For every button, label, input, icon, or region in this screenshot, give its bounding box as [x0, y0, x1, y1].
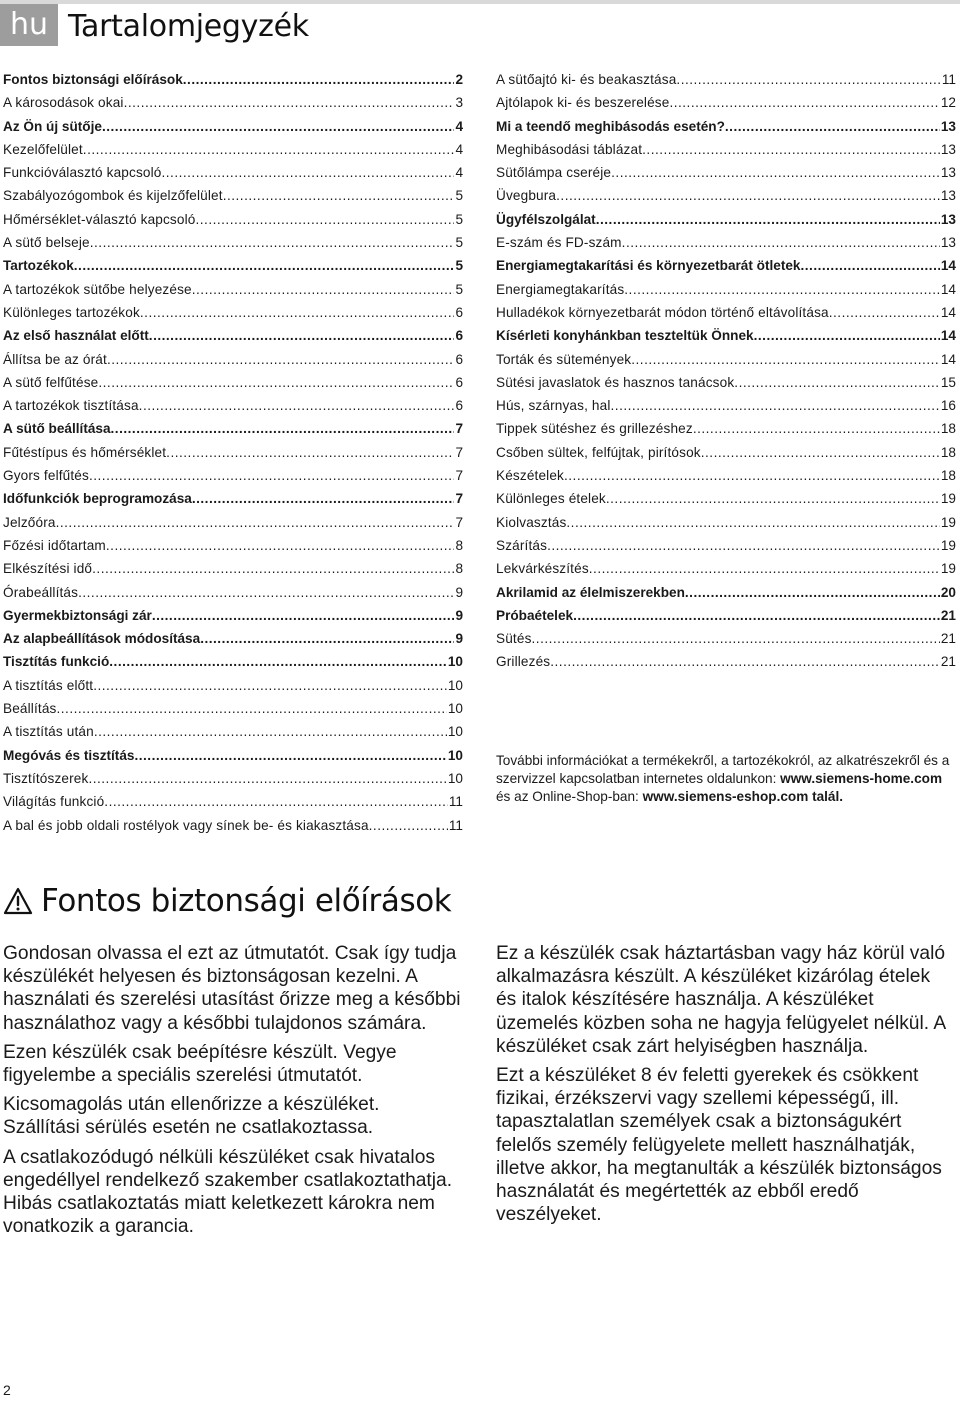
toc-dot-leader	[89, 464, 454, 487]
toc-entry-title: Időfunkciók beprogramozása	[3, 491, 192, 507]
toc-entry-title: Ügyfélszolgálat	[496, 211, 596, 227]
toc-dot-leader	[183, 68, 455, 91]
toc-dot-leader	[532, 627, 940, 650]
toc-entry-title: Ajtólapok ki- és beszerelése	[496, 95, 670, 111]
toc-entry-page: 19	[940, 514, 956, 530]
toc-entry[interactable]	[3, 557, 463, 580]
toc-dot-leader	[111, 417, 455, 440]
toc-entry-title: Szárítás	[496, 537, 548, 553]
toc-entry[interactable]	[496, 91, 956, 114]
toc-entry-page: 13	[940, 141, 956, 157]
toc-entry[interactable]	[3, 441, 463, 464]
toc-dot-leader	[701, 441, 940, 464]
toc-dot-leader	[152, 604, 455, 627]
toc-entry[interactable]	[3, 348, 463, 371]
toc-dot-leader	[369, 814, 448, 837]
toc-entry-title: Lekvárkészítés	[496, 561, 589, 577]
toc-entry-title: Megóvás és tisztítás	[3, 747, 135, 763]
toc-entry-title: Tisztítószerek	[3, 770, 89, 786]
toc-dot-leader	[134, 744, 446, 767]
page-number: 2	[3, 1382, 11, 1398]
toc-entry-page: 21	[940, 607, 956, 623]
toc-entry-title: Különleges ételek	[496, 491, 606, 507]
toc-entry-title: Tippek sütéshez és grillezéshez	[496, 421, 693, 437]
info-text-3: talál.	[808, 789, 844, 804]
toc-entry[interactable]	[496, 138, 956, 161]
safety-paragraph: Kicsomagolás után ellenőrizze a készüléket. Szállítási sérülés esetén ne csatlakoztassa.	[3, 1094, 380, 1139]
toc-entry-page: 14	[940, 351, 956, 367]
toc-entry-title: Próbaételek	[496, 607, 574, 623]
toc-entry-page: 9	[455, 607, 463, 623]
toc-entry-title: Elkészítési idő	[3, 561, 93, 577]
toc-entry-title: Kiolvasztás	[496, 514, 567, 530]
toc-entry-page: 7	[455, 491, 463, 507]
toc-entry[interactable]	[3, 91, 463, 114]
toc-entry[interactable]	[496, 208, 956, 231]
toc-entry-page: 5	[455, 211, 463, 227]
toc-entry[interactable]	[3, 534, 463, 557]
safety-column-left	[3, 942, 461, 1244]
toc-dot-leader	[566, 511, 939, 534]
toc-entry-title: Beállítás	[3, 701, 57, 717]
toc-entry-page: 7	[455, 468, 463, 484]
toc-entry-page: 12	[940, 95, 956, 111]
toc-entry-page: 10	[447, 747, 463, 763]
toc-entry[interactable]	[3, 790, 463, 813]
toc-entry-title: Jelzőóra	[3, 514, 56, 530]
toc-entry-title: Fontos biztonsági előírások	[3, 72, 183, 87]
toc-dot-leader	[92, 557, 454, 580]
toc-entry-title: Főzési időtartam	[3, 537, 106, 553]
toc-dot-leader	[725, 115, 940, 138]
toc-entry[interactable]	[3, 208, 463, 231]
toc-entry-page: 18	[940, 421, 956, 437]
toc-entry-page: 7	[455, 514, 463, 530]
toc-entry-title: A sütő belseje	[3, 235, 90, 251]
info-link-home[interactable]: www.siemens-home.com	[780, 771, 943, 786]
info-text-1: További információkat a termékekről, a tartozékokról, az alkatrészekről és a szervizzel kapcsolatban internetes oldalunkon:	[496, 753, 950, 786]
toc-entry-page: 11	[448, 817, 463, 833]
toc-entry-page: 21	[940, 654, 956, 670]
toc-dot-leader	[223, 184, 455, 207]
toc-entry-page: 11	[448, 794, 463, 810]
toc-dot-leader	[166, 441, 454, 464]
toc-entry-page: 13	[940, 165, 956, 181]
toc-entry[interactable]	[3, 650, 463, 673]
toc-entry[interactable]	[496, 371, 956, 394]
toc-entry-page: 6	[455, 351, 463, 367]
toc-dot-leader	[162, 161, 455, 184]
toc-dot-leader	[200, 627, 454, 650]
toc-entry[interactable]	[496, 68, 956, 91]
toc-entry-title: Grillezés	[496, 654, 551, 670]
safety-paragraph: Ez a készülék csak háztartásban vagy ház körül való alkalmazásra készült. A készüléket kizárólag ételek és italok készítésére használja. A készüléket üzemelés közben soha ne hagyja felügyelet nélkül. A készüléket csak zárt helyiségben használja.	[496, 943, 946, 1057]
toc-dot-leader	[596, 208, 940, 231]
toc-entry[interactable]	[496, 278, 956, 301]
toc-entry-title: Különleges tartozékok	[3, 304, 140, 320]
toc-entry[interactable]	[496, 627, 956, 650]
toc-entry[interactable]	[496, 161, 956, 184]
toc-entry[interactable]	[3, 184, 463, 207]
toc-entry-page: 14	[940, 258, 956, 274]
toc-entry-page: 3	[455, 95, 463, 111]
toc-entry-page: 16	[940, 398, 956, 414]
toc-entry-title: A tisztítás előtt	[3, 677, 94, 693]
toc-dot-leader	[102, 115, 455, 138]
toc-dot-leader	[622, 231, 940, 254]
toc-dot-leader	[547, 534, 940, 557]
toc-entry-title: A károsodások okai	[3, 95, 124, 111]
toc-entry-page: 8	[455, 537, 463, 553]
toc-entry-title: Sütőlámpa cseréje	[496, 165, 612, 181]
toc-entry-page: 4	[455, 165, 463, 181]
toc-entry-title: Gyors felfűtés	[3, 468, 89, 484]
top-rule	[0, 0, 960, 4]
toc-entry[interactable]	[3, 161, 463, 184]
toc-entry-title: Az alapbeállítások módosítása	[3, 631, 201, 647]
toc-entry-title: E-szám és FD-szám	[496, 235, 622, 251]
toc-entry-page: 9	[455, 631, 463, 647]
toc-entry[interactable]	[3, 604, 463, 627]
toc-entry[interactable]	[3, 115, 463, 138]
toc-entry-page: 13	[940, 211, 956, 227]
toc-entry[interactable]	[3, 231, 463, 254]
toc-entry-title: Mi a teendő meghibásodás esetén?	[496, 118, 725, 134]
safety-paragraph: Ezt a készüléket 8 év feletti gyerekek és csökkent fizikai, érzékszervi vagy szellemi képességű, ill. tapasztalatlan személyek csak a biztonságukért felelős személy felügyelete mellett használhatják, illetve akkor, ha megtanulták a készülék biztonságos használatát és megértették az ebből eredő veszélyeket.	[496, 1065, 942, 1226]
toc-entry-title: Tisztítás funkció	[3, 654, 110, 670]
toc-entry-page: 14	[940, 328, 956, 344]
toc-entry-title: Sütés	[496, 631, 532, 647]
toc-dot-leader	[107, 348, 454, 371]
toc-entry-page: 10	[447, 677, 463, 693]
toc-dot-leader	[564, 464, 940, 487]
toc-entry-title: Sütési javaslatok és hasznos tanácsok	[496, 374, 735, 390]
toc-dot-leader	[676, 68, 940, 91]
toc-entry-title: Hús, szárnyas, hal	[496, 398, 611, 414]
toc-entry-page: 6	[455, 328, 463, 344]
toc-entry-title: Csőben sültek, felfújtak, pirítósok	[496, 444, 701, 460]
toc-entry-page: 5	[455, 188, 463, 204]
toc-dot-leader	[573, 604, 940, 627]
toc-entry-title: Gyermekbiztonsági zár	[3, 607, 152, 623]
toc-entry[interactable]	[3, 301, 463, 324]
toc-entry-title: Az Ön új sütője	[3, 118, 102, 134]
toc-entry-title: Órabeállítás	[3, 584, 79, 600]
toc-dot-leader	[83, 138, 455, 161]
toc-entry[interactable]	[496, 417, 956, 440]
toc-dot-leader	[192, 278, 455, 301]
toc-entry-page: 14	[940, 281, 956, 297]
toc-entry-page: 4	[455, 141, 463, 157]
toc-entry-title: Torták és sütemények	[496, 351, 632, 367]
toc-dot-leader	[74, 254, 455, 277]
warning-triangle-icon	[3, 887, 33, 915]
toc-entry[interactable]	[3, 744, 463, 767]
toc-dot-leader	[669, 91, 939, 114]
safety-paragraph: Gondosan olvassa el ezt az útmutatót. Csak így tudja készülékét helyesen és biztonságosan kezelni. A használati és szerelési utasítást őrizze meg a későbbi használathoz vagy a későbbi tulajdonos számára.	[3, 943, 461, 1034]
toc-entry[interactable]	[496, 301, 956, 324]
toc-entry-title: Hőmérséklet-választó kapcsoló	[3, 211, 196, 227]
toc-entry-page: 11	[941, 72, 956, 87]
toc-entry-title: Tartozékok	[3, 258, 74, 274]
toc-entry-title: Hulladékok környezetbarát módon történő eltávolítása	[496, 304, 829, 320]
toc-entry-page: 13	[940, 235, 956, 251]
info-text-2: és az Online-Shop-ban:	[496, 789, 643, 804]
toc-entry-page: 14	[940, 304, 956, 320]
toc-entry-page: 10	[447, 701, 463, 717]
toc-entry[interactable]	[3, 138, 463, 161]
toc-entry-page: 21	[940, 631, 956, 647]
toc-entry[interactable]	[496, 487, 956, 510]
toc-entry-page: 15	[940, 374, 956, 390]
toc-entry-title: A bal és jobb oldali rostélyok vagy sínek be- és kiakasztása	[3, 817, 369, 833]
toc-entry-title: A tisztítás után	[3, 724, 94, 740]
toc-dot-leader	[90, 231, 455, 254]
toc-entry[interactable]	[3, 767, 463, 790]
toc-dot-leader	[631, 348, 940, 371]
safety-paragraph: A csatlakozódugó nélküli készüléket csak hivatalos engedéllyel rendelkező szakember csatlakoztathatja. Hibás csatlakoztatás miatt keletkezett károkra nem vonatkozik a garancia.	[3, 1146, 453, 1238]
toc-entry-title: Szabályozógombok és kijelzőfelület	[3, 188, 223, 204]
section-heading	[3, 876, 451, 926]
toc-entry-page: 5	[455, 235, 463, 251]
toc-entry-page: 18	[940, 468, 956, 484]
toc-entry-title: Világítás funkció	[3, 794, 105, 810]
toc-dot-leader	[98, 371, 454, 394]
toc-dot-leader	[734, 371, 940, 394]
toc-entry-page: 2	[455, 72, 463, 87]
toc-dot-leader	[78, 581, 454, 604]
toc-dot-leader	[693, 417, 940, 440]
toc-entry-page: 9	[455, 584, 463, 600]
toc-entry[interactable]	[3, 674, 463, 697]
toc-entry[interactable]	[3, 720, 463, 743]
toc-entry-title: A sütőajtó ki- és beakasztása	[496, 72, 677, 87]
toc-entry[interactable]	[3, 278, 463, 301]
toc-entry-page: 8	[455, 561, 463, 577]
toc-entry[interactable]	[3, 371, 463, 394]
toc-dot-leader	[589, 557, 940, 580]
toc-entry-title: Állítsa be az órát	[3, 351, 107, 367]
toc-dot-leader	[88, 767, 446, 790]
toc-dot-leader	[94, 720, 447, 743]
toc-entry[interactable]	[496, 394, 956, 417]
toc-dot-leader	[800, 254, 939, 277]
toc-entry-title: Fűtéstípus és hőmérséklet	[3, 444, 167, 460]
page-title: Tartalomjegyzék	[68, 9, 309, 44]
toc-entry[interactable]	[496, 604, 956, 627]
toc-entry[interactable]	[3, 417, 463, 440]
toc-dot-leader	[56, 511, 455, 534]
toc-entry[interactable]	[496, 464, 956, 487]
toc-entry[interactable]	[3, 697, 463, 720]
info-link-eshop[interactable]: www.siemens-eshop.com	[642, 789, 809, 804]
toc-entry[interactable]	[496, 650, 956, 673]
toc-entry[interactable]	[496, 511, 956, 534]
toc-dot-leader	[139, 394, 455, 417]
toc-entry-title: Energiamegtakarítás	[496, 281, 625, 297]
toc-left-column	[3, 68, 463, 837]
toc-entry-page: 6	[455, 374, 463, 390]
toc-entry-title: A tartozékok tisztítása	[3, 398, 139, 414]
toc-right-column	[496, 68, 956, 674]
toc-dot-leader	[109, 650, 447, 673]
toc-entry[interactable]	[496, 441, 956, 464]
toc-entry-title: A tartozékok sütőbe helyezése	[3, 281, 192, 297]
toc-dot-leader	[124, 91, 455, 114]
toc-entry-title: Energiamegtakarítási és környezetbarát ötletek	[496, 258, 801, 274]
toc-entry-page: 5	[455, 258, 463, 274]
toc-dot-leader	[93, 674, 447, 697]
toc-entry[interactable]	[496, 184, 956, 207]
toc-dot-leader	[624, 278, 940, 301]
toc-dot-leader	[57, 697, 447, 720]
toc-entry[interactable]	[496, 348, 956, 371]
info-note	[496, 752, 956, 806]
language-badge: hu	[0, 4, 58, 46]
toc-dot-leader	[829, 301, 940, 324]
toc-entry-page: 10	[447, 654, 463, 670]
toc-entry-title: Funkcióválasztó kapcsoló	[3, 165, 162, 181]
toc-entry-page: 19	[940, 561, 956, 577]
toc-dot-leader	[754, 324, 940, 347]
toc-entry[interactable]	[3, 511, 463, 534]
toc-entry[interactable]	[3, 254, 463, 277]
toc-dot-leader	[104, 790, 448, 813]
toc-entry-page: 19	[940, 537, 956, 553]
toc-dot-leader	[192, 487, 455, 510]
toc-entry-page: 4	[455, 118, 463, 134]
toc-entry[interactable]	[3, 324, 463, 347]
toc-dot-leader	[106, 534, 455, 557]
toc-dot-leader	[556, 184, 940, 207]
toc-entry-title: Kísérleti konyhánkban teszteltük Önnek	[496, 328, 754, 344]
toc-entry-title: Készételek	[496, 468, 564, 484]
toc-entry[interactable]	[3, 814, 463, 837]
toc-dot-leader	[149, 324, 455, 347]
toc-dot-leader	[642, 138, 940, 161]
toc-entry[interactable]	[3, 394, 463, 417]
toc-entry[interactable]	[3, 487, 463, 510]
toc-entry-title: Az első használat előtt	[3, 328, 149, 344]
toc-entry[interactable]	[3, 464, 463, 487]
toc-dot-leader	[606, 487, 940, 510]
toc-dot-leader	[611, 394, 940, 417]
toc-entry[interactable]	[496, 534, 956, 557]
toc-entry[interactable]	[496, 254, 956, 277]
toc-entry-page: 7	[455, 444, 463, 460]
toc-entry[interactable]	[496, 557, 956, 580]
toc-entry-title: A sütő felfűtése	[3, 374, 99, 390]
toc-dot-leader	[685, 581, 940, 604]
safety-paragraph: Ezen készülék csak beépítésre készült. Vegye figyelembe a speciális szerelési útmutatót.	[3, 1041, 397, 1087]
toc-entry[interactable]	[496, 231, 956, 254]
toc-dot-leader	[611, 161, 940, 184]
toc-entry-title: Meghibásodási táblázat	[496, 141, 643, 157]
toc-entry-page: 13	[940, 118, 956, 134]
toc-entry-page: 6	[455, 304, 463, 320]
toc-entry[interactable]	[3, 627, 463, 650]
safety-column-right	[496, 942, 954, 1232]
toc-entry-page: 13	[940, 188, 956, 204]
toc-dot-leader	[195, 208, 454, 231]
section-title: Fontos biztonsági előírások	[41, 883, 452, 919]
toc-entry[interactable]	[496, 581, 956, 604]
toc-entry-page: 18	[940, 444, 956, 460]
toc-entry-page: 6	[455, 398, 463, 414]
toc-entry-page: 5	[455, 281, 463, 297]
toc-dot-leader	[140, 301, 455, 324]
toc-entry-page: 19	[940, 491, 956, 507]
toc-entry[interactable]	[3, 581, 463, 604]
toc-entry-title: Kezelőfelület	[3, 141, 83, 157]
toc-entry-title: Akrilamid az élelmiszerekben	[496, 584, 685, 600]
toc-entry-page: 20	[940, 584, 956, 600]
toc-dot-leader	[550, 650, 940, 673]
toc-entry[interactable]	[3, 68, 463, 91]
toc-entry-page: 10	[447, 724, 463, 740]
toc-entry[interactable]	[496, 324, 956, 347]
toc-entry[interactable]	[496, 115, 956, 138]
toc-entry-title: Üvegbura	[496, 188, 557, 204]
toc-entry-page: 10	[447, 770, 463, 786]
toc-entry-title: A sütő beállítása	[3, 421, 111, 437]
toc-entry-page: 7	[455, 421, 463, 437]
